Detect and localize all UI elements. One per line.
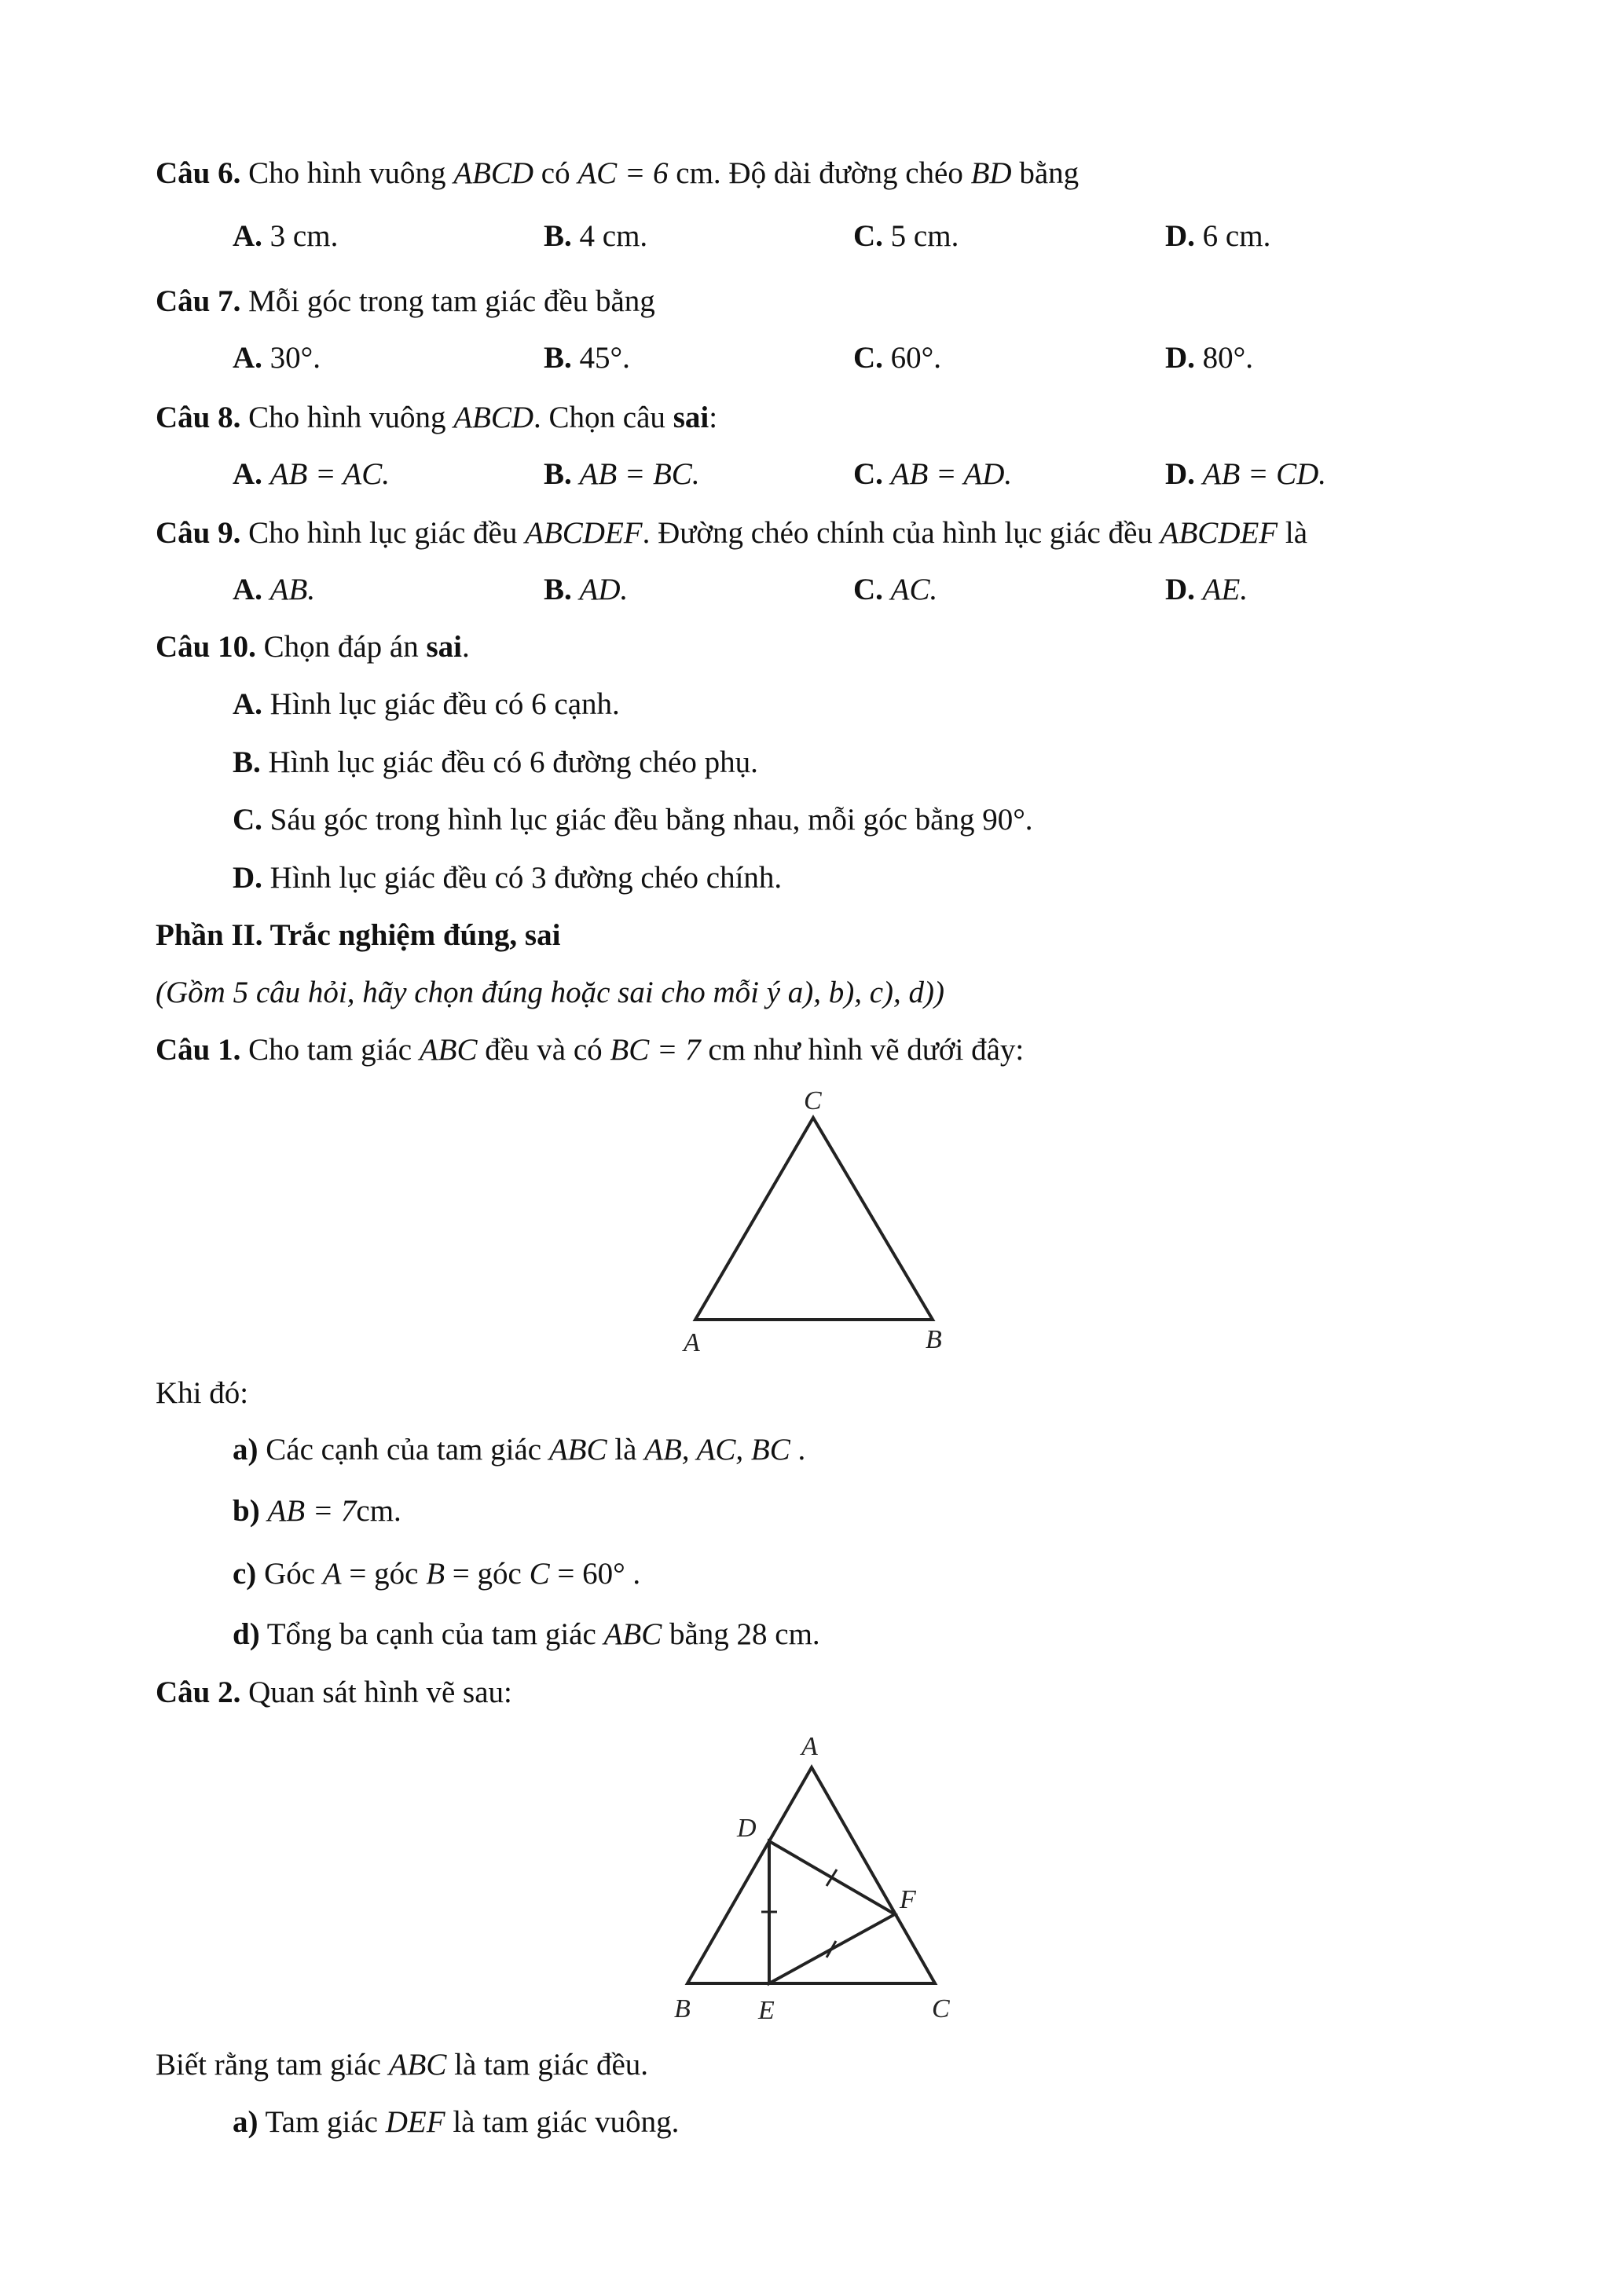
vertex-label-b: B — [926, 1325, 942, 1354]
q9-label: Câu 9. — [156, 516, 241, 550]
p2q1-math: ABC — [419, 1033, 478, 1067]
p2q1-text: đều và có — [477, 1033, 610, 1067]
p2q1-statement-b[interactable] — [233, 1492, 401, 1530]
vertex-label-d: D — [737, 1814, 757, 1843]
statement-math: ABC — [548, 1433, 607, 1467]
option-text: Sáu góc trong hình lục giác đều bằng nhau, mỗi góc bằng 90°. — [262, 803, 1033, 837]
vertex-label-a: A — [684, 1328, 700, 1357]
statement-label: c) — [233, 1557, 257, 1591]
option-text: 3 cm. — [262, 219, 339, 253]
q10-text: . — [462, 630, 470, 664]
option-text: 45°. — [571, 341, 630, 375]
p2q2-text: Quan sát hình vẽ sau: — [240, 1675, 512, 1709]
option-letter: C. — [853, 457, 883, 491]
statement-text: là tam giác vuông. — [445, 2105, 680, 2139]
q6-stem — [156, 155, 1079, 192]
q10-label: Câu 10. — [156, 630, 256, 664]
q10-bold: sai — [426, 630, 463, 664]
option-text: AB = AD. — [890, 457, 1013, 491]
p2q1-label: Câu 1. — [156, 1033, 241, 1067]
part2-subtitle: (Gồm 5 câu hỏi, hãy chọn đúng hoặc sai cho mỗi ý a), b), c), d)) — [156, 976, 945, 1009]
option-text: Hình lục giác đều có 6 đường chéo phụ. — [260, 745, 758, 779]
q7-stem — [156, 283, 655, 320]
option-letter: B. — [544, 573, 572, 606]
statement-label: a) — [233, 1433, 258, 1467]
option-letter: C. — [853, 341, 883, 375]
statement-text: Góc — [256, 1557, 323, 1591]
option-letter: B. — [544, 457, 572, 491]
statement-label: b) — [233, 1494, 260, 1528]
q7-option-c[interactable] — [853, 339, 941, 377]
p2q1-text: cm như hình vẽ dưới đây: — [700, 1033, 1025, 1067]
p2q1-text: Cho tam giác — [240, 1033, 420, 1067]
statement-math: B — [426, 1557, 445, 1591]
q6-text: có — [533, 156, 578, 190]
q9-option-d[interactable] — [1165, 571, 1248, 609]
part2-title: Phần II. Trắc nghiệm đúng, sai — [156, 918, 561, 952]
option-letter: C. — [233, 803, 262, 837]
q10-stem — [156, 628, 470, 666]
triangle-abc — [695, 1118, 933, 1320]
q9-text: là — [1278, 516, 1308, 550]
statement-text: bằng 28 cm. — [662, 1617, 820, 1651]
p2q1-stem — [156, 1031, 1024, 1069]
statement-math: ABC — [603, 1617, 662, 1651]
statement-math: A — [322, 1557, 342, 1591]
option-letter: D. — [233, 861, 262, 895]
q6-option-a[interactable] — [233, 218, 338, 255]
q6-math: ABCD — [453, 156, 534, 190]
statement-text: = góc — [445, 1557, 530, 1591]
vertex-label-e: E — [758, 1996, 775, 2025]
q10-option-a[interactable] — [233, 686, 620, 723]
triangle-def — [769, 1841, 895, 1983]
vertex-label-c: C — [932, 1994, 950, 2023]
option-text: 80°. — [1194, 341, 1254, 375]
q8-text: . Chọn câu — [533, 401, 673, 434]
option-letter: A. — [233, 457, 262, 491]
q8-text: : — [709, 401, 718, 434]
q7-option-a[interactable] — [233, 339, 321, 377]
q7-label: Câu 7. — [156, 284, 241, 318]
statement-math: DEF — [385, 2105, 445, 2139]
tick-mark-df — [827, 1869, 837, 1886]
q10-text: Chọn đáp án — [255, 630, 427, 664]
statement-text: Tam giác — [258, 2105, 386, 2139]
option-letter: B. — [544, 219, 572, 253]
q9-math: ABCDEF — [525, 516, 643, 550]
option-letter: A. — [233, 573, 262, 606]
q9-math: ABCDEF — [1160, 516, 1278, 550]
option-text: 6 cm. — [1194, 219, 1271, 253]
option-letter: D. — [1165, 573, 1195, 606]
equilateral-triangle-figure — [676, 1084, 959, 1359]
q7-option-b[interactable] — [544, 339, 630, 377]
option-text: 60°. — [882, 341, 942, 375]
option-letter: B. — [233, 745, 261, 779]
p2q1-statement-d[interactable] — [233, 1616, 820, 1653]
q9-text: Cho hình lục giác đều — [240, 516, 526, 550]
note-math: ABC — [388, 2048, 447, 2082]
statement-text: . — [790, 1433, 806, 1467]
statement-text: cm. — [356, 1494, 401, 1528]
p2q2-statement-a[interactable] — [233, 2104, 679, 2141]
option-text: AC. — [890, 573, 938, 606]
p2q2-label: Câu 2. — [156, 1675, 241, 1709]
statement-label: a) — [233, 2105, 258, 2139]
triangle-abc — [687, 1767, 935, 1983]
p2q1-statement-c[interactable] — [233, 1555, 640, 1593]
q10-option-c[interactable] — [233, 801, 1033, 839]
q8-label: Câu 8. — [156, 401, 241, 434]
q8-bold: sai — [673, 401, 709, 434]
statement-math: AB, AC, BC — [644, 1433, 790, 1467]
option-text: AB. — [269, 573, 316, 606]
option-letter: A. — [233, 341, 262, 375]
option-text: 5 cm. — [882, 219, 959, 253]
statement-math: AB = 7 — [267, 1494, 357, 1528]
option-letter: D. — [1165, 457, 1195, 491]
q8-stem — [156, 399, 717, 437]
q8-option-c[interactable] — [853, 456, 1012, 493]
q9-text: . Đường chéo chính của hình lục giác đều — [642, 516, 1160, 550]
note-text: Biết rằng tam giác — [156, 2048, 389, 2082]
q6-math: BD — [970, 156, 1012, 190]
option-letter: D. — [1165, 341, 1195, 375]
statement-text: Các cạnh của tam giác — [258, 1433, 549, 1467]
option-text: AB = CD. — [1202, 457, 1327, 491]
q6-option-d[interactable] — [1165, 218, 1270, 255]
option-letter: A. — [233, 219, 262, 253]
option-letter: C. — [853, 573, 883, 606]
p2q1-statement-a[interactable] — [233, 1431, 805, 1469]
q8-math: ABCD — [453, 401, 534, 434]
option-text: Hình lục giác đều có 6 cạnh. — [262, 687, 620, 721]
option-text: AB = AC. — [269, 457, 390, 491]
q7-text: Mỗi góc trong tam giác đều bằng — [240, 284, 655, 318]
p2q2-stem — [156, 1674, 512, 1712]
q7-option-d[interactable] — [1165, 339, 1253, 377]
option-letter: B. — [544, 341, 572, 375]
q6-option-c[interactable] — [853, 218, 959, 255]
option-text: Hình lục giác đều có 3 đường chéo chính. — [262, 861, 783, 895]
q6-text: bằng — [1011, 156, 1080, 190]
note-text: là tam giác đều. — [446, 2048, 649, 2082]
vertex-label-a: A — [801, 1732, 818, 1761]
q9-option-b[interactable] — [544, 571, 628, 609]
option-text: AE. — [1202, 573, 1248, 606]
vertex-label-b: B — [674, 1994, 691, 2023]
q10-option-d[interactable] — [233, 859, 782, 897]
option-text: AB = BC. — [579, 457, 700, 491]
q9-option-a[interactable] — [233, 571, 315, 609]
statement-text: là — [607, 1433, 645, 1467]
statement-math: C — [529, 1557, 550, 1591]
q6-label: Câu 6. — [156, 156, 241, 190]
q8-option-d[interactable] — [1165, 456, 1326, 493]
q6-math: AC = 6 — [577, 156, 669, 190]
statement-text: = góc — [341, 1557, 427, 1591]
q9-stem — [156, 514, 1307, 552]
q9-option-c[interactable] — [853, 571, 937, 609]
triangle-def-figure — [660, 1728, 974, 2034]
statement-text: Tổng ba cạnh của tam giác — [259, 1617, 604, 1651]
vertex-label-c: C — [804, 1086, 822, 1115]
vertex-label-f: F — [900, 1885, 916, 1914]
q6-text: cm. Độ dài đường chéo — [668, 156, 971, 190]
q6-option-b[interactable] — [544, 218, 647, 255]
option-letter: D. — [1165, 219, 1195, 253]
khi-do-text: Khi đó: — [156, 1376, 249, 1410]
q8-text: Cho hình vuông — [240, 401, 454, 434]
p2q1-math: BC = 7 — [610, 1033, 701, 1067]
option-text: AD. — [579, 573, 629, 606]
statement-label: d) — [233, 1617, 260, 1651]
option-letter: C. — [853, 219, 883, 253]
q8-option-b[interactable] — [544, 456, 700, 493]
q8-option-a[interactable] — [233, 456, 390, 493]
option-text: 30°. — [262, 341, 321, 375]
statement-text: = 60° . — [549, 1557, 641, 1591]
option-text: 4 cm. — [571, 219, 648, 253]
q10-option-b[interactable] — [233, 744, 758, 782]
q6-text: Cho hình vuông — [240, 156, 454, 190]
option-letter: A. — [233, 687, 262, 721]
p2q2-note — [156, 2046, 648, 2084]
